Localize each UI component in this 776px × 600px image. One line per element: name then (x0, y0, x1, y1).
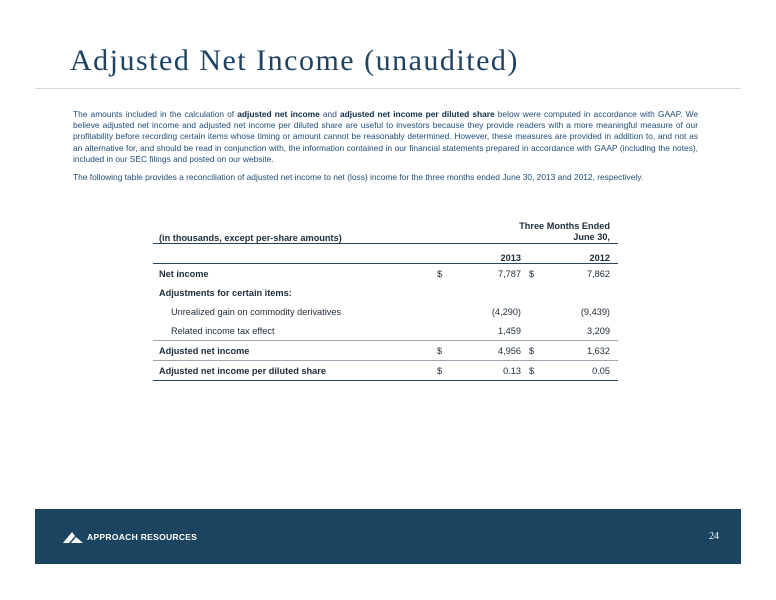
currency-symbol: $ (529, 268, 535, 279)
value-2013: 1,459 (498, 325, 521, 336)
intro-text-3: below were computed in accordance with GAAP. We believe adjusted net income and adjusted net income per diluted share are useful to investors because they provide readers with a more meaningful measure of our profitability before recording certain items whose timing or amount cannot be reasonably determined. However, these measures are provided in addition to, and not as an alternative for, and should be read in conjunction with, the information contained in our financial statements prepared in accordance with GAAP (including the notes), included in our SEC filings and posted on our website. (73, 109, 698, 164)
row-label: Adjusted net income per diluted share (153, 361, 437, 381)
intro-paragraph (73, 109, 698, 165)
page-title: Adjusted Net Income (unaudited) (70, 44, 519, 77)
reconciliation-table (153, 221, 618, 381)
reconciliation-intro: The following table provides a reconciliation of adjusted net income to net (loss) income for the three months ended June 30, 2013 and 2012, respectively. (73, 172, 644, 182)
value-2013: 0.13 (451, 361, 529, 381)
currency-symbol: $ (529, 341, 543, 361)
value-2013: 7,787 (498, 268, 521, 279)
year-row-spacer (153, 244, 437, 264)
row-label: Related income tax effect (171, 325, 275, 336)
intro-bold-term-2: adjusted net income per diluted share (339, 109, 495, 119)
table-row-net-income (153, 264, 618, 284)
intro-text-1: The amounts included in the calculation of (73, 109, 238, 119)
table-row-adjusted-net-income (153, 341, 618, 361)
footer-bar (35, 509, 741, 564)
approach-logo-icon (63, 531, 83, 543)
intro-text-2: and (319, 109, 340, 119)
period-header (437, 221, 618, 244)
year-header-row (153, 244, 618, 264)
period-line-1: Three Months Ended (519, 221, 610, 231)
page-number: 24 (709, 531, 719, 542)
row-label: Adjusted net income (153, 341, 437, 361)
title-divider (35, 88, 741, 89)
intro-bold-term-1: adjusted net income (237, 109, 320, 119)
value-2012: 3,209 (587, 325, 610, 336)
value-2012: 1,632 (543, 341, 618, 361)
row-label: Net income (159, 268, 209, 279)
currency-symbol: $ (529, 361, 543, 381)
year-2013: 2013 (437, 244, 529, 264)
table-row-adjustments-heading (153, 283, 618, 302)
year-2012: 2012 (529, 244, 618, 264)
row-label: Unrealized gain on commodity derivatives (171, 306, 342, 317)
table-units-label: (in thousands, except per-share amounts) (159, 233, 342, 243)
value-2012: (9,439) (580, 306, 610, 317)
value-2012: 7,862 (587, 268, 610, 279)
table-row-tax-effect (153, 321, 618, 341)
value-2013: (4,290) (491, 306, 521, 317)
row-label: Adjustments for certain items: (159, 287, 292, 298)
value-2012: 0.05 (543, 361, 618, 381)
currency-symbol: $ (437, 361, 451, 381)
currency-symbol: $ (437, 341, 451, 361)
table-row-unrealized-gain (153, 302, 618, 321)
currency-symbol: $ (437, 268, 443, 279)
table-header-row (153, 221, 618, 244)
company-name: APPROACH RESOURCES (87, 532, 198, 542)
table-row-adjusted-eps (153, 361, 618, 381)
period-line-2: June 30, (573, 232, 610, 242)
value-2013: 4,956 (451, 341, 529, 361)
